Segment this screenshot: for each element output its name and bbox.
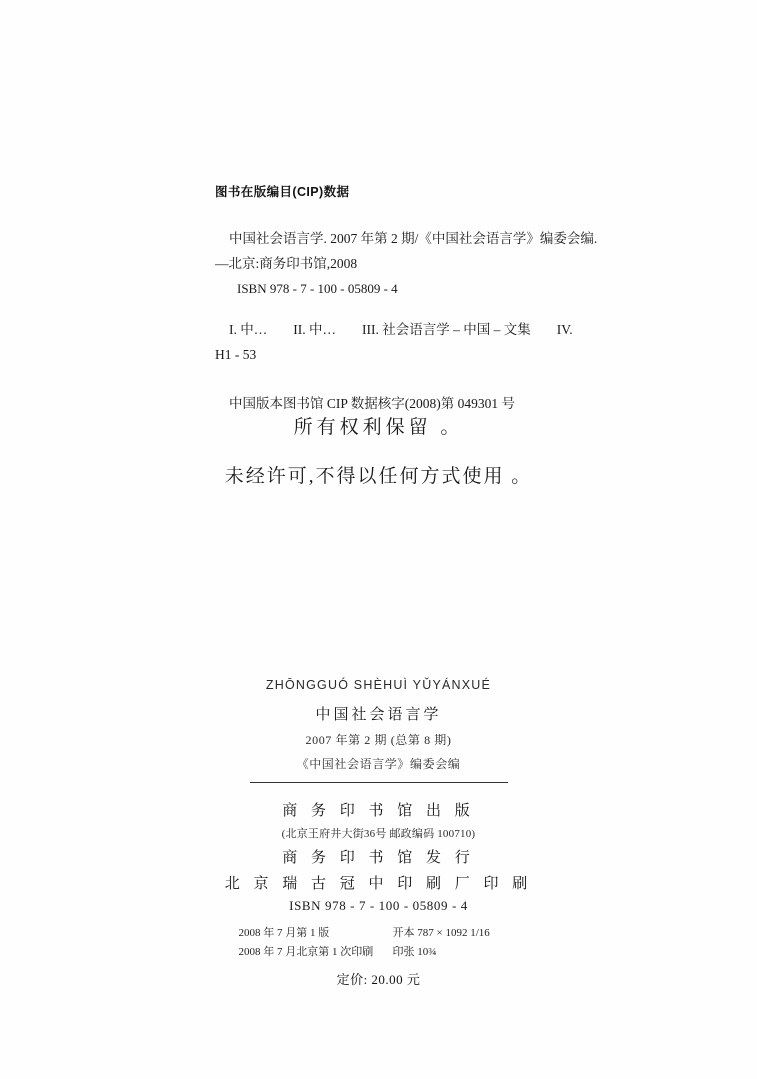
cip-class-part-4: IV. (556, 322, 573, 338)
colophon-specs (239, 924, 519, 963)
colophon-editor: 《中国社会语言学》编委会编 (296, 757, 461, 771)
cip-class-code: H1 - 53 (215, 347, 257, 363)
spec-print-date: 2008 年 7 月北京第 1 次印刷 (238, 946, 374, 959)
colophon-printer: 北 京 瑞 古 冠 中 印 刷 厂 印 刷 (224, 876, 533, 892)
spec-edition-date: 2008 年 7 月第 1 版 (238, 927, 330, 939)
colophon-title: 中国社会语言学 (315, 707, 442, 723)
cip-heading: 图书在版编目(CIP)数据 (215, 185, 350, 199)
colophon-address: (北京王府井大街36号 邮政编码 100710) (281, 828, 476, 840)
colophon-isbn: ISBN 978 - 7 - 100 - 05809 - 4 (289, 898, 468, 913)
colophon-price: 定价: 20.00 元 (336, 971, 421, 987)
cip-classification-line (215, 319, 605, 342)
spec-format: 开本 787 × 1092 1/16 (392, 927, 490, 939)
cip-class-part-3: III. 社会语言学 – 中国 – 文集 (362, 322, 531, 338)
colophon-publisher: 商 务 印 书 馆 出 版 (282, 803, 475, 819)
cip-class-part-1: I. 中… (229, 322, 268, 338)
spec-sheets: 印张 10¾ (392, 946, 437, 959)
rights-line-1: 所有权利保留 。 (293, 417, 464, 438)
spec-row (239, 924, 519, 943)
colophon-distributor: 商 务 印 书 馆 发 行 (282, 850, 475, 866)
rights-line-2: 未经许可,不得以任何方式使用 。 (224, 466, 533, 487)
cip-entry-line-1: 中国社会语言学. 2007 年第 2 期/《中国社会语言学》编委会编. (229, 231, 598, 246)
cip-national-library-number: 中国版本图书馆 CIP 数据核字(2008)第 049301 号 (229, 396, 515, 412)
cip-block (215, 182, 605, 416)
cip-entry-line-2: —北京:商务印书馆,2008 (215, 256, 358, 272)
cip-isbn: ISBN 978 - 7 - 100 - 05809 - 4 (237, 280, 398, 296)
rights-statement (0, 412, 757, 488)
colophon-pinyin-title: ZHŌNGGUÓ SHÈHUÌ YǓYÁNXUÉ (265, 678, 492, 692)
spec-row (239, 943, 519, 962)
colophon-issue: 2007 年第 2 期 (总第 8 期) (305, 733, 452, 747)
colophon-divider (250, 782, 508, 783)
cip-class-part-2: II. 中… (293, 322, 336, 338)
colophon (0, 678, 757, 988)
